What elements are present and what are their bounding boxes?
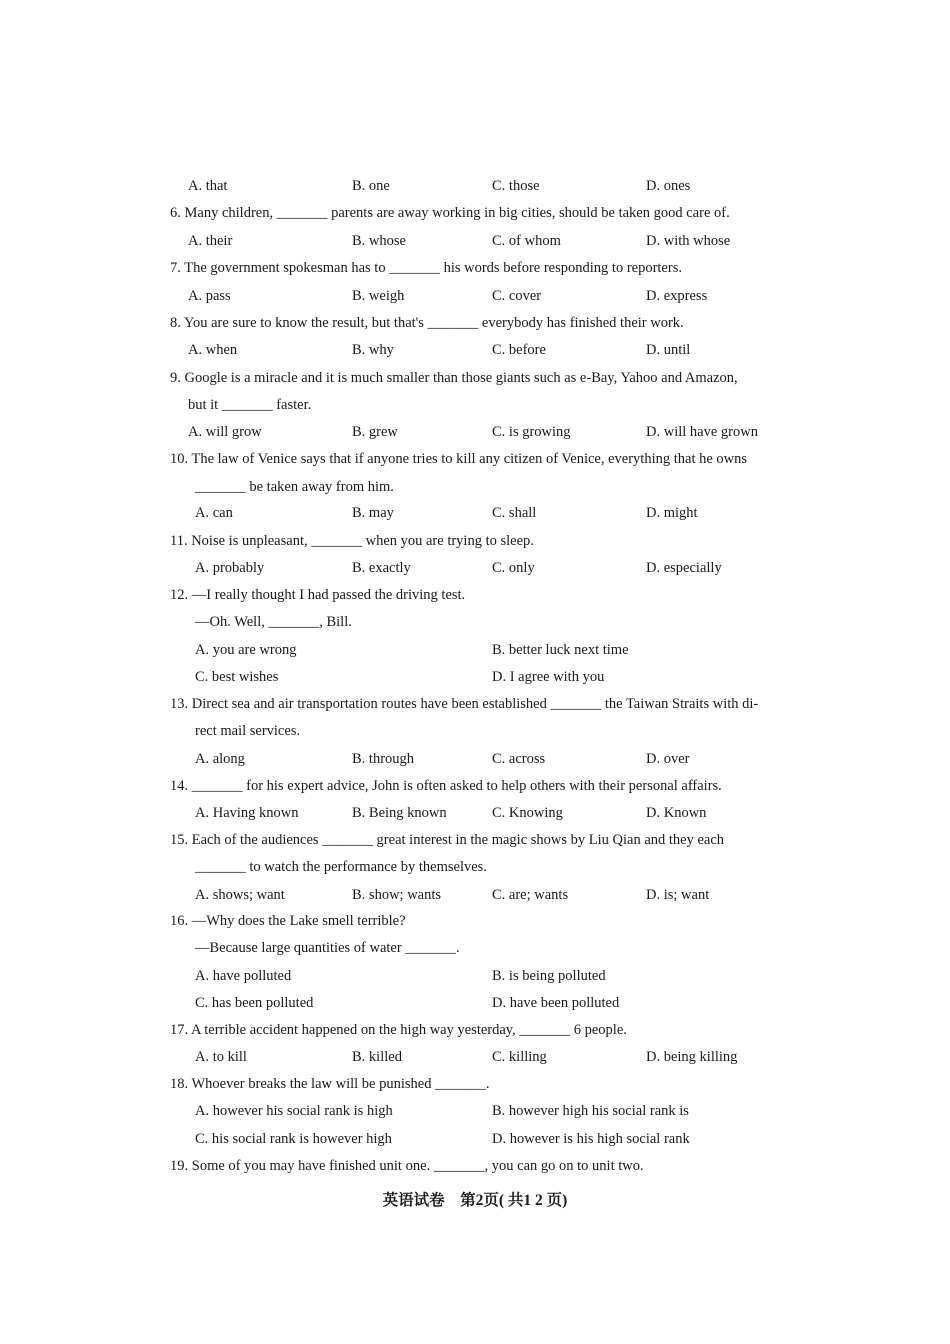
q12-option-a: A. you are wrong xyxy=(195,642,297,658)
q17-option-a: A. to kill xyxy=(195,1049,247,1065)
q15-option-a: A. shows; want xyxy=(195,887,285,903)
q18-option-b: B. however high his social rank is xyxy=(492,1103,689,1119)
q11-option-c: C. only xyxy=(492,560,535,576)
q12-stem-cont: —Oh. Well, _______, Bill. xyxy=(195,614,352,630)
q10-option-d: D. might xyxy=(646,505,698,521)
q10-option-c: C. shall xyxy=(492,505,537,521)
q6-option-c: C. of whom xyxy=(492,233,561,249)
q15-option-d: D. is; want xyxy=(646,887,710,903)
q9-option-a: A. will grow xyxy=(188,424,262,440)
q16-option-b: B. is being polluted xyxy=(492,968,606,984)
q15-option-b: B. show; wants xyxy=(352,887,442,903)
q10-stem-cont: _______ be taken away from him. xyxy=(195,479,394,495)
page-footer: 英语试卷 第2页( 共1 2 页) xyxy=(382,1192,568,1209)
q18-option-a: A. however his social rank is high xyxy=(195,1103,393,1119)
q13-option-c: C. across xyxy=(492,751,546,767)
q16-option-c: C. has been polluted xyxy=(195,995,314,1011)
q6-option-a: A. their xyxy=(188,233,233,249)
q14-stem: 14. _______ for his expert advice, John is often asked to help others with their personal affairs. xyxy=(170,778,722,794)
q18-option-d: D. however is his high social rank xyxy=(492,1131,690,1147)
q15-stem: 15. Each of the audiences _______ great interest in the magic shows by Liu Qian and they each xyxy=(170,832,725,848)
q5-option-b: B. one xyxy=(352,178,390,194)
q12-stem: 12. —I really thought I had passed the driving test. xyxy=(170,587,466,603)
q9-option-b: B. grew xyxy=(352,424,398,440)
q7-option-a: A. pass xyxy=(188,288,231,304)
q7-stem: 7. The government spokesman has to _______ his words before responding to reporters. xyxy=(170,260,682,276)
q17-stem: 17. A terrible accident happened on the high way yesterday, _______ 6 people. xyxy=(170,1022,627,1038)
q10-stem: 10. The law of Venice says that if anyone tries to kill any citizen of Venice, everything that he owns xyxy=(170,451,748,467)
q8-stem: 8. You are sure to know the result, but that's _______ everybody has finished their work. xyxy=(170,315,684,331)
q13-stem-cont: rect mail services. xyxy=(195,723,301,739)
q11-stem: 11. Noise is unpleasant, _______ when you are trying to sleep. xyxy=(170,533,534,549)
q9-stem: 9. Google is a miracle and it is much smaller than those giants such as e-Bay, Yahoo and Amazon, xyxy=(170,370,738,386)
q8-option-d: D. until xyxy=(646,342,691,358)
q12-option-d: D. I agree with you xyxy=(492,669,605,685)
q6-option-d: D. with whose xyxy=(646,233,731,249)
q9-option-d: D. will have grown xyxy=(646,424,758,440)
q11-option-a: A. probably xyxy=(195,560,265,576)
q16-stem: 16. —Why does the Lake smell terrible? xyxy=(170,913,406,929)
q5-option-d: D. ones xyxy=(646,178,691,194)
q9-option-c: C. is growing xyxy=(492,424,571,440)
q5-option-c: C. those xyxy=(492,178,540,194)
q7-option-d: D. express xyxy=(646,288,708,304)
q6-option-b: B. whose xyxy=(352,233,406,249)
q11-option-b: B. exactly xyxy=(352,560,411,576)
q7-option-c: C. cover xyxy=(492,288,542,304)
q16-option-d: D. have been polluted xyxy=(492,995,620,1011)
q17-option-c: C. killing xyxy=(492,1049,547,1065)
q18-option-c: C. his social rank is however high xyxy=(195,1131,392,1147)
q9-stem-cont: but it _______ faster. xyxy=(188,397,312,413)
q8-option-b: B. why xyxy=(352,342,394,358)
q7-option-b: B. weigh xyxy=(352,288,405,304)
q11-option-d: D. especially xyxy=(646,560,722,576)
q13-stem: 13. Direct sea and air transportation routes have been established _______ the Taiwan Straits with di- xyxy=(170,696,759,712)
q17-option-d: D. being killing xyxy=(646,1049,738,1065)
q14-option-d: D. Known xyxy=(646,805,707,821)
q18-stem: 18. Whoever breaks the law will be punished _______. xyxy=(170,1076,490,1092)
q10-option-b: B. may xyxy=(352,505,394,521)
q13-option-a: A. along xyxy=(195,751,245,767)
q6-stem: 6. Many children, _______ parents are away working in big cities, should be taken good care of. xyxy=(170,205,730,221)
q13-option-d: D. over xyxy=(646,751,690,767)
q5-option-a: A. that xyxy=(188,178,228,194)
q17-option-b: B. killed xyxy=(352,1049,402,1065)
q12-option-b: B. better luck next time xyxy=(492,642,629,658)
q14-option-c: C. Knowing xyxy=(492,805,563,821)
q14-option-b: B. Being known xyxy=(352,805,447,821)
q15-option-c: C. are; wants xyxy=(492,887,569,903)
q16-option-a: A. have polluted xyxy=(195,968,292,984)
q16-stem-cont: —Because large quantities of water _______. xyxy=(195,940,460,956)
q15-stem-cont: _______ to watch the performance by themselves. xyxy=(195,859,487,875)
q19-stem: 19. Some of you may have finished unit one. _______, you can go on to unit two. xyxy=(170,1158,644,1174)
q8-option-c: C. before xyxy=(492,342,546,358)
q8-option-a: A. when xyxy=(188,342,238,358)
q10-option-a: A. can xyxy=(195,505,233,521)
q13-option-b: B. through xyxy=(352,751,415,767)
q12-option-c: C. best wishes xyxy=(195,669,279,685)
q14-option-a: A. Having known xyxy=(195,805,299,821)
